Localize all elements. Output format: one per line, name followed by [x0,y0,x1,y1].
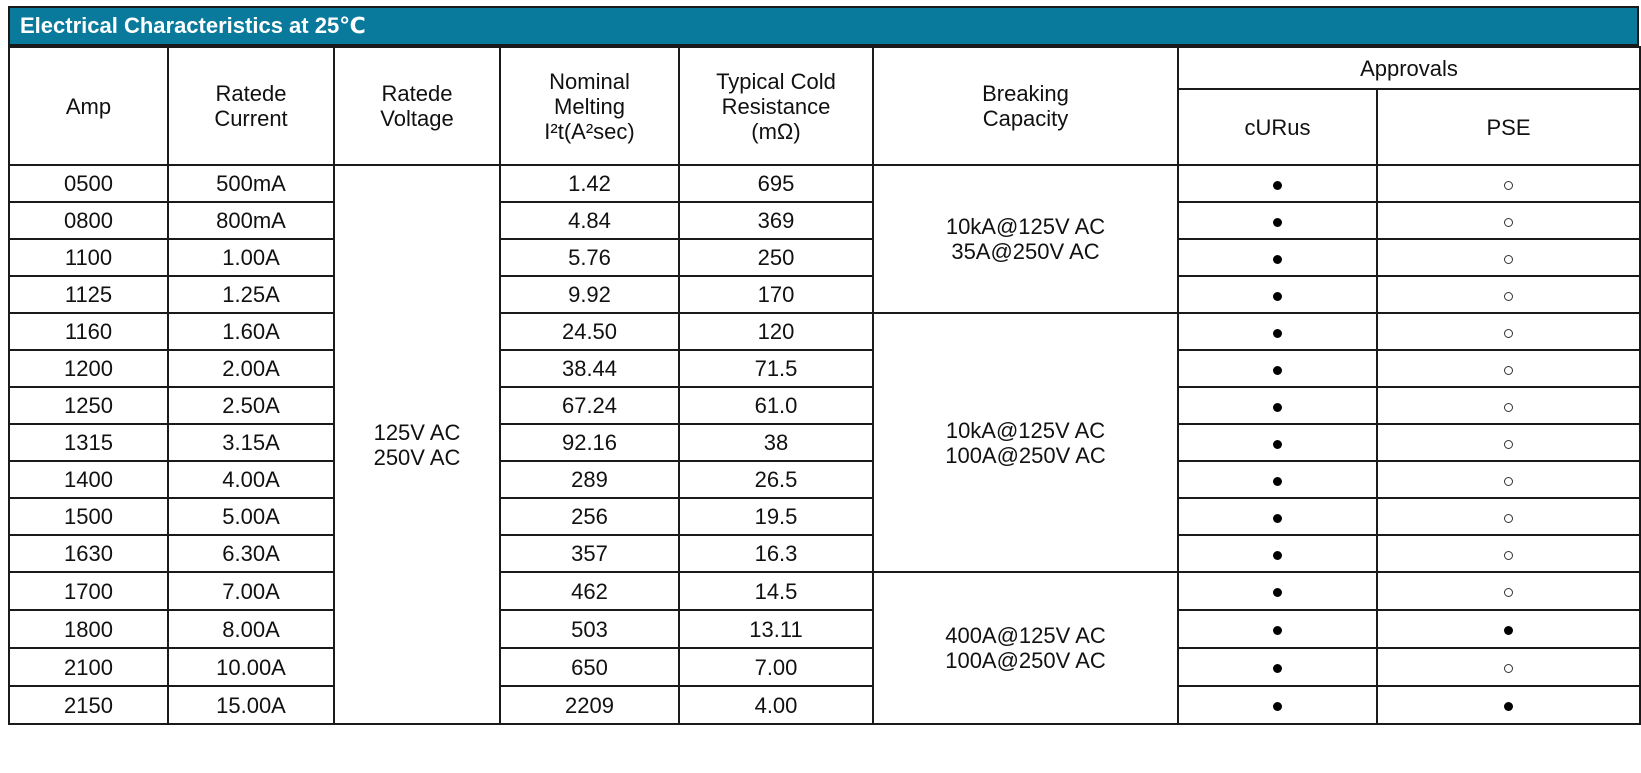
cell-cold-resistance: 170 [679,276,873,313]
cell-curus [1178,202,1377,239]
table-row [9,535,1640,572]
breaking-capacity-line: 400A@125V AC [945,623,1106,648]
cell-nominal-melting: 4.84 [500,202,679,239]
cell-amp: 1200 [9,350,168,387]
not-approved-circle-icon [1504,255,1513,264]
cell-amp: 1700 [9,572,168,610]
table-row [9,648,1640,686]
header-amp-label: Amp [65,93,112,119]
cell-curus [1178,387,1377,424]
header-nominal-melting [500,47,679,165]
breaking-capacity-line: 100A@250V AC [945,442,1106,468]
cell-nominal-melting: 462 [500,572,679,610]
cell-cold-resistance: 250 [679,239,873,276]
breaking-capacity-line: 10kA@125V AC [945,417,1106,443]
header-rated-current-line-1: Ratede [215,81,287,106]
cell-nominal-melting: 67.24 [500,387,679,424]
header-rated-voltage [334,47,500,165]
cell-pse [1377,535,1640,572]
not-approved-circle-icon [1504,664,1513,673]
cell-amp: 1630 [9,535,168,572]
cell-pse [1377,498,1640,535]
cell-pse [1377,686,1640,724]
cell-curus [1178,686,1377,724]
approved-dot-icon [1273,626,1282,635]
cell-curus [1178,350,1377,387]
cell-cold-resistance: 369 [679,202,873,239]
cell-amp: 1400 [9,461,168,498]
cell-curus [1178,424,1377,461]
cell-rated-current: 10.00A [168,648,334,686]
table-row [9,202,1640,239]
cell-rated-current: 4.00A [168,461,334,498]
cell-cold-resistance: 19.5 [679,498,873,535]
header-cold-resistance-line-3: (mΩ) [751,118,801,144]
rated-voltage-line: 250V AC [373,444,461,470]
cell-rated-current: 800mA [168,202,334,239]
table-row [9,572,1640,610]
approved-dot-icon [1273,181,1282,190]
cell-pse [1377,350,1640,387]
cell-amp: 0800 [9,202,168,239]
cell-rated-current: 3.15A [168,424,334,461]
header-breaking-capacity [873,47,1178,165]
cell-pse [1377,461,1640,498]
cell-breaking-capacity [873,165,1178,313]
cell-curus [1178,610,1377,648]
not-approved-circle-icon [1504,440,1513,449]
cell-cold-resistance: 16.3 [679,535,873,572]
header-breaking-capacity-line-1: Breaking [982,81,1069,106]
approved-dot-icon [1273,514,1282,523]
approved-dot-icon [1273,366,1282,375]
cell-nominal-melting: 650 [500,648,679,686]
breaking-capacity-line: 100A@250V AC [945,648,1106,673]
rated-voltage-line: 125V AC [373,419,461,445]
table-body [9,165,1640,724]
not-approved-circle-icon [1504,514,1513,523]
cell-nominal-melting: 92.16 [500,424,679,461]
header-pse-label: PSE [1486,114,1531,140]
approved-dot-icon [1273,664,1282,673]
cell-nominal-melting: 289 [500,461,679,498]
cell-rated-current: 1.00A [168,239,334,276]
cell-amp: 2150 [9,686,168,724]
header-cold-resistance [679,47,873,165]
table-row [9,165,1640,202]
cell-pse [1377,165,1640,202]
table-row [9,610,1640,648]
header-amp [9,47,168,165]
approved-dot-icon [1273,477,1282,486]
header-curus [1178,89,1377,165]
cell-pse [1377,424,1640,461]
table-row [9,424,1640,461]
table-row [9,276,1640,313]
not-approved-circle-icon [1504,366,1513,375]
cell-nominal-melting: 24.50 [500,313,679,350]
cell-pse [1377,648,1640,686]
header-cold-resistance-line-1: Typical Cold [716,68,836,94]
cell-nominal-melting: 503 [500,610,679,648]
cell-nominal-melting: 5.76 [500,239,679,276]
cell-breaking-capacity [873,313,1178,572]
cell-rated-current: 2.00A [168,350,334,387]
not-approved-circle-icon [1504,218,1513,227]
approved-dot-icon [1273,588,1282,597]
cell-nominal-melting: 38.44 [500,350,679,387]
cell-cold-resistance: 695 [679,165,873,202]
header-rated-current [168,47,334,165]
cell-breaking-capacity [873,572,1178,724]
not-approved-circle-icon [1504,329,1513,338]
cell-nominal-melting: 1.42 [500,165,679,202]
cell-rated-current: 6.30A [168,535,334,572]
table-row [9,461,1640,498]
cell-amp: 1125 [9,276,168,313]
cell-cold-resistance: 120 [679,313,873,350]
not-approved-circle-icon [1504,403,1513,412]
approved-dot-icon [1273,329,1282,338]
cell-pse [1377,387,1640,424]
not-approved-circle-icon [1504,292,1513,301]
cell-cold-resistance: 13.11 [679,610,873,648]
cell-pse [1377,202,1640,239]
cell-amp: 0500 [9,165,168,202]
cell-curus [1178,648,1377,686]
cell-amp: 1315 [9,424,168,461]
cell-nominal-melting: 256 [500,498,679,535]
header-approvals [1178,47,1640,89]
header-curus-label: cURus [1244,114,1311,140]
cell-amp: 2100 [9,648,168,686]
approved-dot-icon [1504,702,1513,711]
header-nominal-melting-line-3: I²t(A²sec) [544,118,635,144]
cell-amp: 1160 [9,313,168,350]
breaking-capacity-line: 35A@250V AC [951,239,1100,264]
cell-rated-current: 1.25A [168,276,334,313]
table-row [9,239,1640,276]
cell-amp: 1250 [9,387,168,424]
table-title: Electrical Characteristics at 25℃ [8,6,1639,46]
cell-pse [1377,572,1640,610]
table-row [9,350,1640,387]
table-row [9,686,1640,724]
cell-curus [1178,498,1377,535]
cell-cold-resistance: 7.00 [679,648,873,686]
electrical-characteristics-table [8,46,1641,725]
approved-dot-icon [1273,403,1282,412]
cell-nominal-melting: 9.92 [500,276,679,313]
cell-rated-current: 15.00A [168,686,334,724]
not-approved-circle-icon [1504,588,1513,597]
cell-amp: 1100 [9,239,168,276]
cell-cold-resistance: 38 [679,424,873,461]
header-cold-resistance-line-2: Resistance [721,93,831,119]
header-breaking-capacity-line-2: Capacity [982,106,1069,131]
cell-rated-current: 500mA [168,165,334,202]
approved-dot-icon [1273,255,1282,264]
approved-dot-icon [1273,702,1282,711]
header-nominal-melting-line-2: Melting [554,93,625,119]
cell-cold-resistance: 61.0 [679,387,873,424]
header-pse [1377,89,1640,165]
cell-curus [1178,313,1377,350]
cell-cold-resistance: 26.5 [679,461,873,498]
cell-curus [1178,535,1377,572]
approved-dot-icon [1273,292,1282,301]
header-rated-voltage-line-1: Ratede [381,81,453,106]
table-row [9,387,1640,424]
approved-dot-icon [1273,218,1282,227]
cell-cold-resistance: 14.5 [679,572,873,610]
cell-curus [1178,276,1377,313]
approved-dot-icon [1273,551,1282,560]
cell-amp: 1800 [9,610,168,648]
cell-rated-current: 7.00A [168,572,334,610]
cell-pse [1377,610,1640,648]
cell-amp: 1500 [9,498,168,535]
cell-pse [1377,239,1640,276]
table-row [9,498,1640,535]
header-approvals-label: Approvals [1360,55,1458,81]
cell-nominal-melting: 357 [500,535,679,572]
header-nominal-melting-line-1: Nominal [549,68,630,94]
cell-rated-current: 8.00A [168,610,334,648]
header-rated-voltage-line-2: Voltage [380,106,454,131]
breaking-capacity-line: 10kA@125V AC [945,214,1106,239]
cell-nominal-melting: 2209 [500,686,679,724]
cell-rated-current: 2.50A [168,387,334,424]
cell-curus [1178,239,1377,276]
cell-pse [1377,313,1640,350]
approved-dot-icon [1273,440,1282,449]
cell-rated-voltage [334,165,500,724]
cell-cold-resistance: 71.5 [679,350,873,387]
header-rated-current-line-2: Current [214,106,288,131]
cell-rated-current: 1.60A [168,313,334,350]
cell-pse [1377,276,1640,313]
not-approved-circle-icon [1504,477,1513,486]
table-row [9,313,1640,350]
not-approved-circle-icon [1504,551,1513,560]
cell-rated-current: 5.00A [168,498,334,535]
cell-curus [1178,461,1377,498]
cell-curus [1178,572,1377,610]
approved-dot-icon [1504,626,1513,635]
cell-cold-resistance: 4.00 [679,686,873,724]
not-approved-circle-icon [1504,181,1513,190]
cell-curus [1178,165,1377,202]
